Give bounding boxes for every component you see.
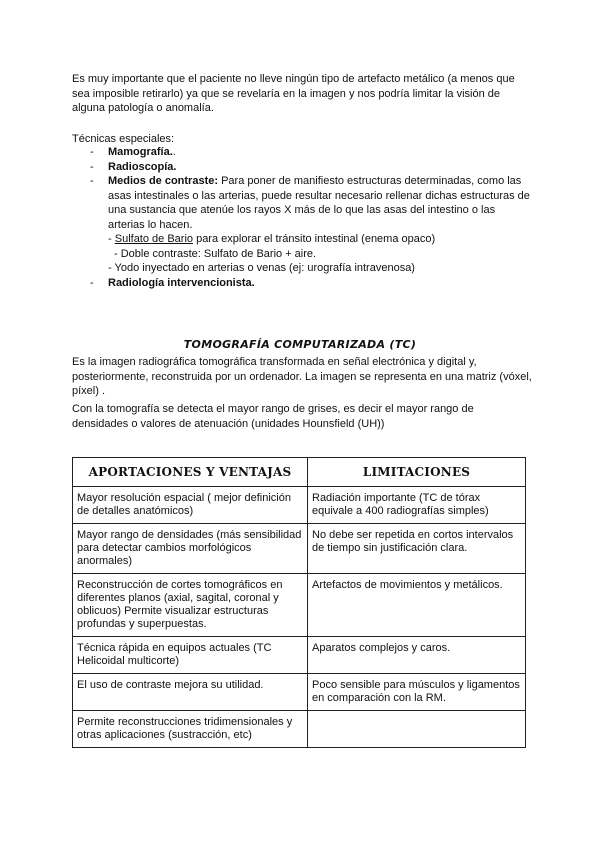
table-cell: Mayor rango de densidades (más sensibilidad para detectar cambios morfológicos anormales) — [73, 524, 308, 574]
contraste-text: Para poner de manifiesto estructuras determinadas, como las asas intestinales o las arterias, puede resultar necesario rellenar dichas estructuras de una sustancia que atenúe los rayos X más de lo que las asas del intestino o las arterias lo hacen. — [108, 175, 530, 231]
table-cell: Poco sensible para músculos y ligamentos en comparación con la RM. — [308, 674, 526, 711]
table-row — [73, 711, 526, 748]
sub-bario-text: para explorar el tránsito intestinal (enema opaco) — [193, 233, 436, 245]
table-row — [73, 574, 526, 637]
techniques-list — [90, 145, 530, 290]
sub-yodo-text: Yodo inyectado en arterias o venas (ej: urografía intravenosa) — [114, 262, 415, 274]
list-item-radioscopia — [90, 160, 530, 175]
radioscopia-label: Radioscopía. — [108, 160, 177, 173]
list-item-contraste — [90, 174, 530, 276]
table-row — [73, 674, 526, 711]
sub-item-doble — [108, 247, 530, 262]
sub-item-yodo: - Yodo inyectado en arterias o venas (ej: urografía intravenosa) — [108, 262, 415, 274]
table-cell: Artefactos de movimientos y metálicos. — [308, 574, 526, 637]
header-aportaciones: APORTACIONES Y VENTAJAS — [73, 458, 308, 487]
ct-description: Es la imagen radiográfica tomográfica transformada en señal electrónica y digital y, posteriormente, reconstruida por un ordenador. La imagen se representa en una matriz (vóxel, píxel) . — [72, 356, 532, 397]
ct-comparison-table — [72, 457, 526, 748]
intro-paragraph: Es muy importante que el paciente no lleve ningún tipo de artefacto metálico (a menos que sea imposible retirarlo) ya que se revelaría en la imagen y nos podría limitar la visión de alguna patología o anomalía. — [72, 73, 515, 114]
mamografia-trail: . — [172, 146, 176, 158]
table-cell — [308, 711, 526, 748]
sub-doble-text: - Doble contraste: Sulfato de Bario + aire. — [114, 247, 317, 260]
sub-item-bario: - Sulfato de Bario para explorar el tránsito intestinal (enema opaco) — [108, 233, 436, 245]
mamografia-label: Mamografía. — [108, 146, 173, 158]
ct-description-2: Con la tomografía se detecta el mayor rango de grises, es decir el mayor rango de densidades o valores de atenuación (unidades Hounsfield (UH)) — [72, 403, 474, 430]
techniques-heading: Técnicas especiales: — [72, 133, 175, 145]
table-row — [73, 524, 526, 574]
table-cell: No debe ser repetida en cortos intervalos de tiempo sin justificación clara. — [308, 524, 526, 574]
ct-section-title: TOMOGRAFÍA COMPUTARIZADA (TC) — [183, 338, 417, 351]
table-cell: Permite reconstrucciones tridimensionales y otras aplicaciones (sustracción, etc) — [73, 711, 308, 748]
table-cell: Aparatos complejos y caros. — [308, 637, 526, 674]
contraste-sublist — [108, 232, 530, 276]
header-limitaciones: LIMITACIONES — [308, 458, 526, 487]
table-cell: Técnica rápida en equipos actuales (TC Helicoidal multicorte) — [73, 637, 308, 674]
table-cell: Reconstrucción de cortes tomográficos en diferentes planos (axial, sagital, coronal y oblicuos) Permite visualizar estructuras profundas y superpuestas. — [73, 574, 308, 637]
intervencionista-label: Radiología intervencionista. — [108, 276, 255, 289]
list-item-intervencionista — [90, 276, 530, 291]
table-header-row — [73, 458, 526, 487]
sulfato-bario-link[interactable]: Sulfato de Bario — [114, 233, 194, 245]
table-row — [73, 637, 526, 674]
contraste-label: Medios de contraste: — [108, 175, 219, 187]
table-cell: Radiación importante (TC de tórax equivale a 400 radiografías simples) — [308, 487, 526, 524]
list-item-mamografia — [90, 145, 530, 160]
table-cell: El uso de contraste mejora su utilidad. — [73, 674, 308, 711]
table-row — [73, 487, 526, 524]
table-cell: Mayor resolución espacial ( mejor definición de detalles anatómicos) — [73, 487, 308, 524]
